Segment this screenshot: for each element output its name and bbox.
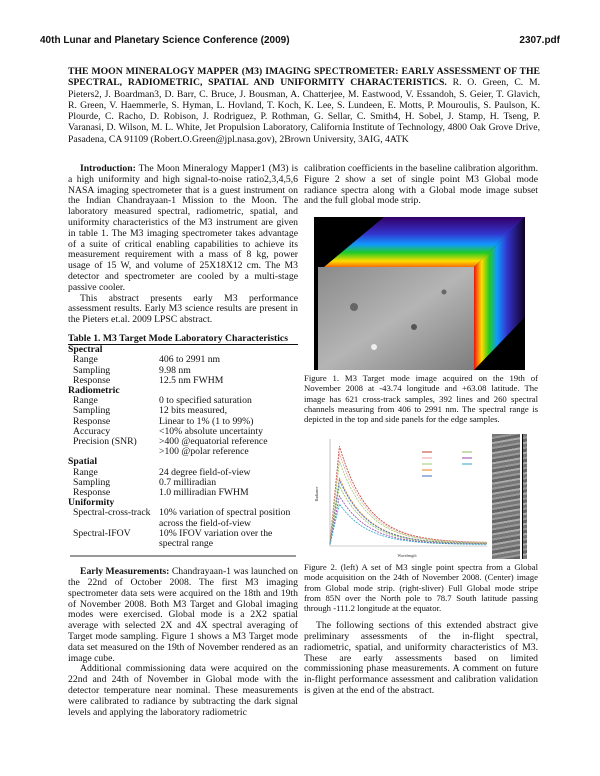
table-1 (68, 334, 298, 549)
intro-p2: This abstract presents early M3 performance assessment results. Early M3 science results are present in the Pieters et.al. 2009 LPSC abstract. (68, 292, 298, 326)
right-p1: calibration coefficients in the baseline calibration algorithm. Figure 2 show a set of single point M3 Global mode radiance spectra along with a Global mode image subset and the full global mode strip. (304, 163, 538, 207)
table-section-heading: Radiometric (68, 384, 120, 396)
table-section-heading: Spatial (68, 456, 98, 468)
table-key: Sampling (73, 476, 111, 488)
table-value: 0.7 milliradian (159, 476, 217, 488)
right-p2 (304, 621, 538, 697)
table-row (68, 529, 298, 549)
table-key: Precision (SNR) (73, 435, 137, 447)
table-key: Sampling (73, 405, 111, 417)
table-row (68, 447, 298, 457)
figure-1-caption: Figure 1. M3 Target mode image acquired on the 19th of November 2008 at -43.74 longitude and +63.08 latitude. The image has 621 cross-track samples, 392 lines and 260 spectral channels measuring from 406 to 2991 nm. The spectral range is depicted in the top and side panels for the edge samples. (304, 373, 538, 424)
early-p1: Chandrayaan-1 was launched on the 22nd of October 2008. The first M3 imaging spectrometer data sets were acquired on the 18th and 19th of November 2008. Both M3 Target and Global imaging modes were exercised. Global mode is a 2X2 spatial average with selected 2X and 4X spectral averaging of Target mode sampling. Figure 1 shows a M3 Target mode data set measured on the 19th of November rendered as an image cube. (68, 566, 299, 664)
author-list: R. O. Green, C. M. Pieters2, J. Boardman3, D. Barr, C. Bruce, J. Bousman, A. Chatterjee, M. Eastwood, V. Essandoh, S. Geier, T. Glavich, R. Green, V. Haemmerle, S. Hyman, L. Hovland, T. Koch, K. Lee, S. Lundeen, E. Motts, P. Mouroulis, S. Paulson, K. Plourde, C. Racho, D. Robison, J. Rodriguez, P. Rothman, G. Sellar, C. Smith4, H. Sobel, J. Stamp, H. Tseng, P. Varanasi, D. Wilson, M. L. White, Jet Propulsion Laboratory, California Institute of Technology, 4800 Oak Grove Drive, Pasadena, CA 91109 (Robert.O.Green@jpl.nasa.gov), 2Brown University, 3AIG, 4ATK (68, 77, 541, 145)
table-value: <10% absolute uncertainty (159, 425, 263, 437)
table-value: Linear to 1% (1 to 99%) (159, 415, 254, 427)
table-key: Sampling (73, 364, 111, 376)
intro-heading: Introduction: (80, 163, 136, 174)
figure-2-caption: Figure 2. (left) A set of M3 single point spectra from a Global mode acquisition on the 24th of November 2008. (Center) image from Global mode strip. (right-sliver) Full Global mode stripe from 85N over the North pole to 78.7 South latitude passing through -111.2 longitude at the equator. (304, 562, 538, 614)
table-key: Accuracy (73, 425, 111, 437)
table-value: 12 bits measured, (159, 405, 228, 417)
table-key: Range (73, 395, 98, 407)
table-value: 9.98 nm (159, 364, 191, 376)
title-block (68, 66, 540, 145)
spectrum-series-line (330, 447, 487, 544)
table-value: 0 to specified saturation (159, 395, 252, 407)
divider (70, 555, 296, 557)
table-value: 10% IFOV variation over the spectral range (159, 527, 273, 550)
figure-2-global-mode-image (492, 434, 520, 559)
right-column (304, 164, 538, 697)
intro-section (68, 164, 298, 326)
table-key: Response (73, 487, 111, 498)
page-id: 2307.pdf (519, 35, 560, 46)
x-axis-label: Wavelength (397, 553, 417, 559)
table-title: Table 1. M3 Target Mode Laboratory Characteristics (68, 334, 298, 345)
figure-2 (304, 434, 538, 559)
table-value: 24 degree field-of-view (159, 466, 251, 478)
table-value: 10% variation of spectral position across the field-of-view (159, 507, 291, 529)
table-key: Range (73, 466, 98, 478)
table-key: Response (73, 374, 111, 386)
table-value: 1.0 milliradian FWHM (159, 487, 249, 498)
table-section-heading: Spectral (68, 344, 103, 356)
early-heading: Early Measurements: (80, 566, 170, 578)
spectrum-series-line (330, 461, 487, 543)
intro-p1: The Moon Mineralogy Mapper1 (M3) is a high uniformity and high signal-to-noise ratio2,3,4,5,6 NASA imaging spectrometer that is a guest instrument on the Indian Chandrayaan-1 Mission to the Moon. The laboratory measured spectral, radiometric, spatial, and uniformity characteristics of the M3 instrument are given in table 1. The M3 imaging spectrometer takes advantage of a suite of critical enabling capabilities to achieve its measurement requirement with a mass of 8 kg, power usage of 15 W, and volume of 25X18X12 cm. The M3 detector and spectrometer are cooled by a multi-stage passive cooler. (68, 163, 298, 293)
table-value: 12.5 nm FWHM (159, 374, 224, 386)
conference-header: 40th Lunar and Planetary Science Conference (2009) (40, 35, 290, 46)
figure-2-global-mode-strip (522, 434, 527, 559)
paper-title: THE MOON MINERALOGY MAPPER (M3) IMAGING SPECTROMETER: EARLY ASSESSMENT OF THE SPECTRAL, RADIOMETRIC, SPATIAL AND UNIFORMITY CHARACTERISTICS. (68, 66, 540, 89)
table-value: >100 @polar reference (159, 446, 249, 458)
table-row (68, 508, 298, 528)
table-section-heading: Uniformity (68, 497, 115, 509)
spectrum-series-line (330, 504, 487, 545)
left-column (68, 164, 298, 718)
y-axis-label: Radiance (314, 486, 319, 502)
table-value: >400 @equatorial reference (159, 435, 268, 447)
spectrum-series-line (330, 453, 487, 543)
early-measurements-section (68, 567, 298, 718)
table-key: Spectral-cross-track (73, 507, 151, 519)
right-p2-text: The following sections of this extended abstract give preliminary assessments of the in-flight spectral, radiometric, spatial, and uniformity characteristics of M3. These are early assessments based on limited commissioning phase measurements. A comment on future in-flight performance assessment and calibration validation is given at the end of the abstract. (304, 620, 538, 696)
figure-1-image-cube (314, 217, 525, 370)
table-value: 406 to 2991 nm (159, 354, 221, 366)
early-p2: Additional commissioning data were acquired on the 22nd and 24th of November in Global mode with the detector temperature near nominal. These measurements were calibrated to radiance by subtracting the dark signal levels and applying the laboratory radiometric (68, 663, 298, 718)
figure-2-spectra-chart (312, 434, 490, 559)
table-key: Response (73, 415, 111, 427)
table-key: Spectral-IFOV (73, 527, 131, 539)
table-key: Range (73, 354, 98, 366)
